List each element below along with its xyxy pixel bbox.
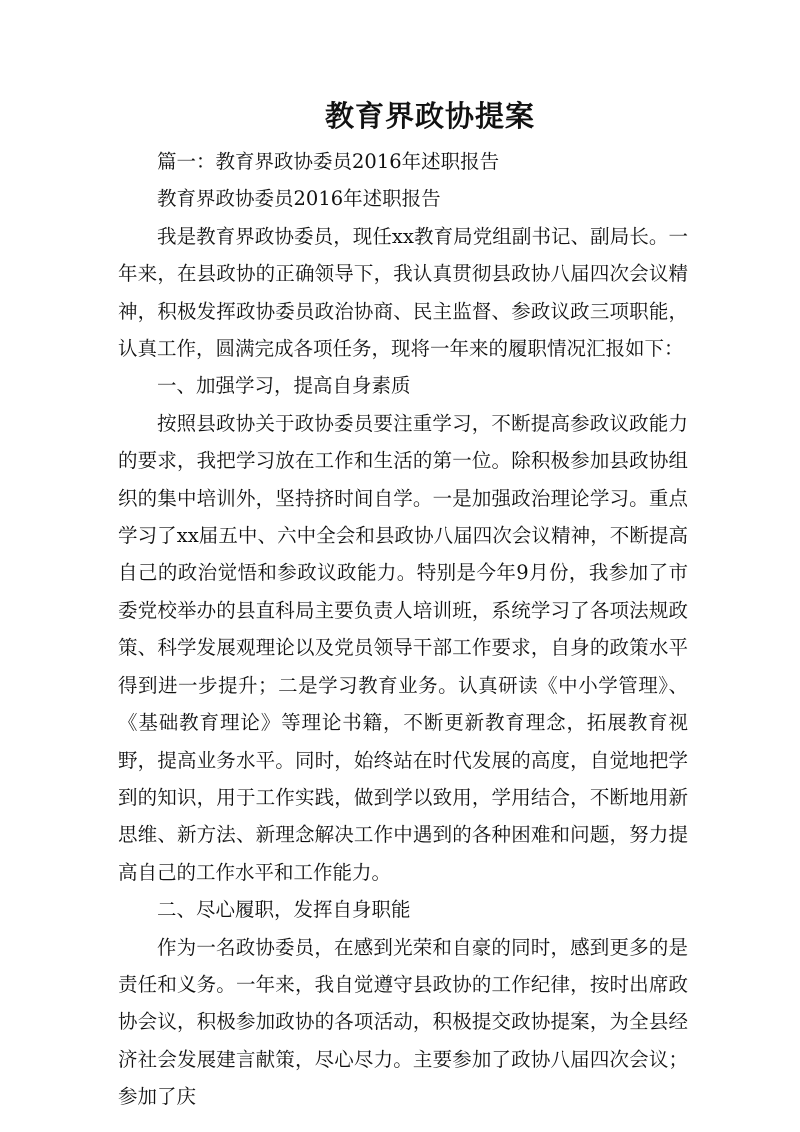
document-body	[118, 143, 688, 1116]
paragraph-heading-1: 一、加强学习，提高自身素质	[157, 374, 411, 398]
paragraph-duty: 作为一名政协委员，在感到光荣和自豪的同时，感到更多的是责任和义务。一年来，我自觉遵守县政协的工作纪律，按时出席政协会议，积极参加政协的各项活动，积极提交政协提案，为全县经济社会发展建言献策，尽心尽力。主要参加了政协八届四次会议；参加了庆	[118, 935, 688, 1109]
paragraph-report-title: 教育界政协委员2016年述职报告	[157, 187, 441, 211]
paragraph-intro: 我是教育界政协委员，现任xx教育局党组副书记、副局长。一年来，在县政协的正确领导下，我认真贯彻县政协八届四次会议精神，积极发挥政协委员政治协商、民主监督、参政议政三项职能，认真工作，圆满完成各项任务，现将一年来的履职情况汇报如下：	[118, 224, 688, 361]
paragraph-heading-2: 二、尽心履职，发挥自身职能	[157, 898, 411, 922]
paragraph-study: 按照县政协关于政协委员要注重学习，不断提高参政议政能力的要求，我把学习放在工作和生活的第一位。除积极参加县政协组织的集中培训外，坚持挤时间自学。一是加强政治理论学习。重点学习了xx届五中、六中全会和县政协八届四次会议精神，不断提高自己的政治觉悟和参政议政能力。特别是今年9月份，我参加了市委党校举办的县直科局主要负责人培训班，系统学习了各项法规政策、科学发展观理论以及党员领导干部工作要求，自身的政策水平得到进一步提升；二是学习教育业务。认真研读《中小学管理》、《基础教育理论》等理论书籍，不断更新教育理念，拓展教育视野，提高业务水平。同时，始终站在时代发展的高度，自觉地把学到的知识，用于工作实践，做到学以致用，学用结合，不断地用新思维、新方法、新理念解决工作中遇到的各种困难和问题，努力提高自己的工作水平和工作能力。	[118, 411, 688, 884]
document-title: 教育界政协提案	[324, 99, 535, 133]
paragraph-section-heading: 篇一：教育界政协委员2016年述职报告	[157, 150, 500, 173]
